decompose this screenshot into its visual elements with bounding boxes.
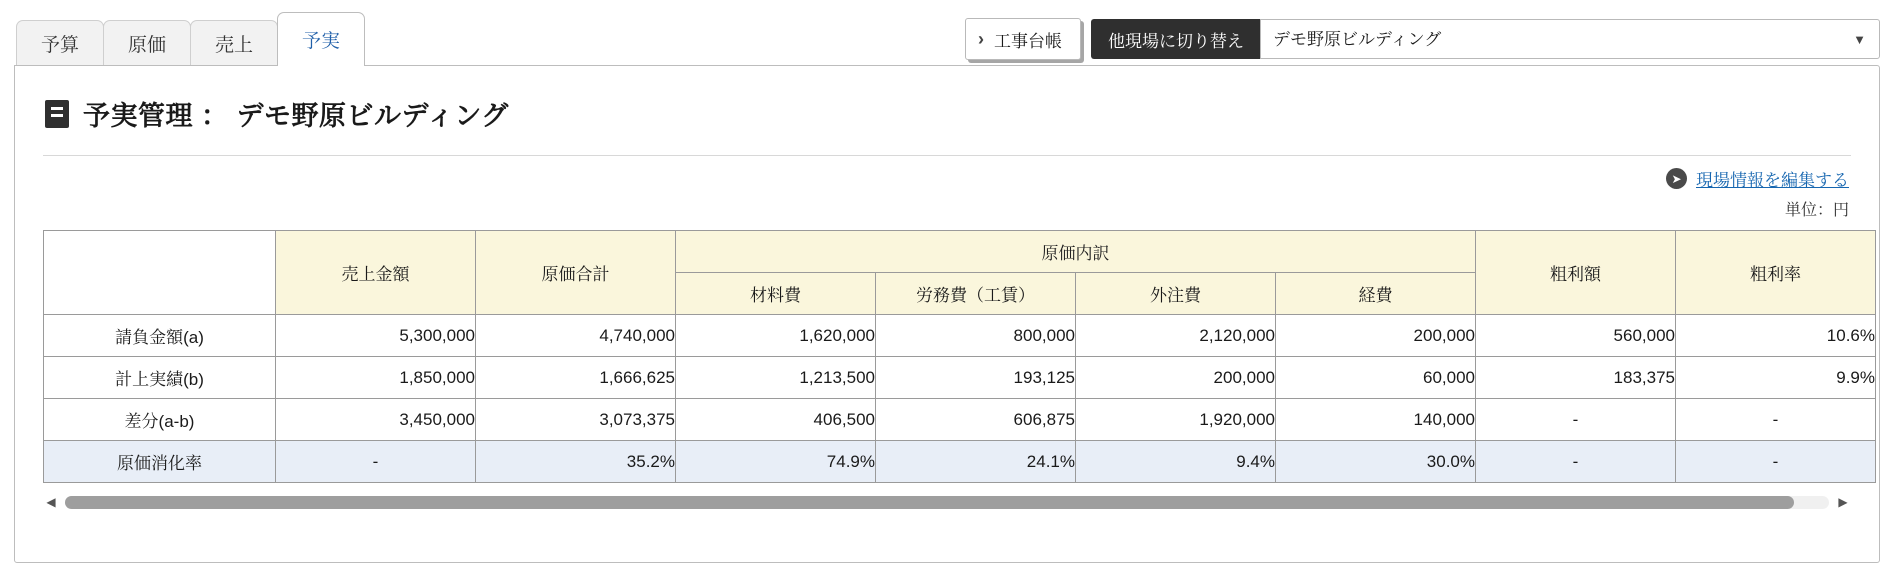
cell-value: - bbox=[1476, 399, 1676, 441]
cell-value: 9.4% bbox=[1076, 441, 1276, 483]
col-header-gross-profit: 粗利額 bbox=[1476, 231, 1676, 315]
tab-label: 予算 bbox=[40, 35, 79, 56]
chevron-down-icon: ▼ bbox=[1853, 31, 1866, 47]
cell-value: 5,300,000 bbox=[276, 315, 476, 357]
edit-site-info-label: 現場情報を編集する bbox=[1696, 171, 1849, 190]
main-tabs bbox=[16, 12, 364, 66]
edit-link-row bbox=[15, 156, 1879, 191]
table-row bbox=[44, 315, 1876, 357]
tab-cost[interactable] bbox=[103, 20, 191, 66]
cell-value: 193,125 bbox=[876, 357, 1076, 399]
top-right-controls bbox=[965, 18, 1880, 66]
table-body bbox=[44, 315, 1876, 483]
cell-value: 3,073,375 bbox=[476, 399, 676, 441]
scrollbar-thumb[interactable] bbox=[65, 496, 1794, 509]
table-row bbox=[44, 399, 1876, 441]
cell-value: 183,375 bbox=[1476, 357, 1676, 399]
switch-site-label: 他現場に切り替え bbox=[1108, 31, 1244, 51]
row-label-recorded-actual: 計上実績(b) bbox=[44, 357, 276, 399]
cell-value: 140,000 bbox=[1276, 399, 1476, 441]
col-group-header-cost-breakdown: 原価内訳 bbox=[676, 231, 1476, 273]
ledger-button-label: 工事台帳 bbox=[994, 31, 1062, 51]
triangle-right-icon[interactable]: ▶ bbox=[1838, 495, 1848, 509]
tab-budget[interactable] bbox=[16, 20, 104, 66]
cell-value: 200,000 bbox=[1076, 357, 1276, 399]
cell-value: 60,000 bbox=[1276, 357, 1476, 399]
cell-value: 560,000 bbox=[1476, 315, 1676, 357]
cell-value: - bbox=[1676, 399, 1876, 441]
scrollbar-track[interactable] bbox=[65, 496, 1829, 509]
cell-value: 9.9% bbox=[1676, 357, 1876, 399]
cell-value: - bbox=[276, 441, 476, 483]
col-header-gross-margin: 粗利率 bbox=[1676, 231, 1876, 315]
tab-label: 売上 bbox=[214, 35, 253, 56]
document-icon bbox=[45, 100, 69, 128]
col-header-material-cost: 材料費 bbox=[676, 273, 876, 315]
cell-value: 4,740,000 bbox=[476, 315, 676, 357]
site-select-wrapper bbox=[1260, 19, 1880, 59]
row-label-cost-consumption-rate: 原価消化率 bbox=[44, 441, 276, 483]
table-row bbox=[44, 357, 1876, 399]
cell-value: - bbox=[1676, 441, 1876, 483]
col-header-labor-cost: 労務費（工賃） bbox=[876, 273, 1076, 315]
cell-value: 606,875 bbox=[876, 399, 1076, 441]
content-panel bbox=[14, 65, 1880, 563]
top-bar bbox=[0, 0, 1894, 66]
cell-value: 1,213,500 bbox=[676, 357, 876, 399]
cell-value: 74.9% bbox=[676, 441, 876, 483]
row-label-contract-amount: 請負金額(a) bbox=[44, 315, 276, 357]
chevron-right-icon: › bbox=[978, 29, 984, 49]
forecast-actual-table bbox=[43, 230, 1876, 483]
tab-forecast-actual[interactable] bbox=[277, 12, 365, 66]
table-header-row-group bbox=[44, 231, 1876, 273]
cell-value: 30.0% bbox=[1276, 441, 1476, 483]
site-select[interactable] bbox=[1260, 19, 1880, 59]
cell-value: 3,450,000 bbox=[276, 399, 476, 441]
cell-value: 1,620,000 bbox=[676, 315, 876, 357]
cell-value: 200,000 bbox=[1276, 315, 1476, 357]
cell-value: 10.6% bbox=[1676, 315, 1876, 357]
cell-value: - bbox=[1476, 441, 1676, 483]
construction-ledger-button[interactable] bbox=[965, 18, 1081, 60]
unit-note: 単位：円 bbox=[1784, 202, 1849, 219]
triangle-left-icon[interactable]: ◀ bbox=[46, 495, 56, 509]
switch-site-button[interactable] bbox=[1091, 19, 1260, 59]
cell-value: 1,850,000 bbox=[276, 357, 476, 399]
cell-value: 1,666,625 bbox=[476, 357, 676, 399]
cell-value: 800,000 bbox=[876, 315, 1076, 357]
table-row bbox=[44, 441, 1876, 483]
cell-value: 2,120,000 bbox=[1076, 315, 1276, 357]
table-corner-cell bbox=[44, 231, 276, 315]
table-head bbox=[44, 231, 1876, 315]
cell-value: 406,500 bbox=[676, 399, 876, 441]
col-header-cost-total: 原価合計 bbox=[476, 231, 676, 315]
cell-value: 24.1% bbox=[876, 441, 1076, 483]
col-header-sales-amount: 売上金額 bbox=[276, 231, 476, 315]
tab-label: 原価 bbox=[127, 35, 166, 56]
edit-site-info-link[interactable] bbox=[1666, 166, 1849, 191]
row-label-difference: 差分(a-b) bbox=[44, 399, 276, 441]
tab-sales[interactable] bbox=[190, 20, 278, 66]
cell-value: 1,920,000 bbox=[1076, 399, 1276, 441]
page-title: 予実管理 ： デモ野原ビルディング bbox=[83, 101, 509, 131]
cell-value: 35.2% bbox=[476, 441, 676, 483]
page-header bbox=[15, 66, 1879, 133]
horizontal-scrollbar[interactable] bbox=[43, 493, 1851, 511]
arrow-right-circle-icon: ➤ bbox=[1666, 168, 1687, 189]
col-header-subcontract-cost: 外注費 bbox=[1076, 273, 1276, 315]
forecast-actual-table-wrapper bbox=[43, 230, 1875, 483]
col-header-expenses: 経費 bbox=[1276, 273, 1476, 315]
tab-label: 予実 bbox=[301, 31, 340, 52]
